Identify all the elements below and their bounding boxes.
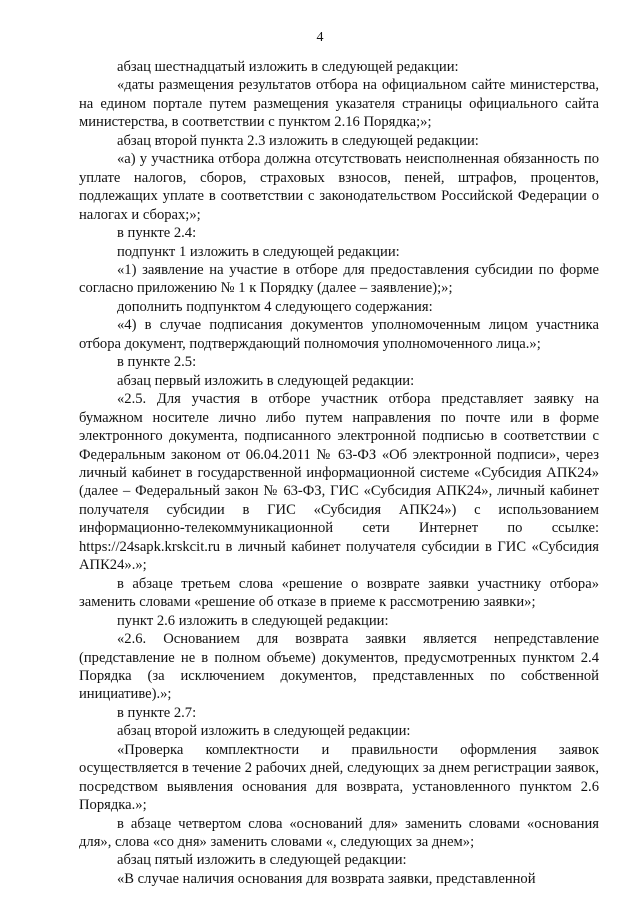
paragraph: в абзаце четвертом слова «оснований для» заменить словами «основания для», слова «со дня» заменить словами «, следующих за днем»; [79, 815, 599, 851]
paragraph: абзац пятый изложить в следующей редакции: [117, 852, 407, 869]
paragraph: «4) в случае подписания документов уполномоченным лицом участника отбора документ, подтверждающий полномочия уполномоченного лица.»; [79, 317, 599, 352]
paragraph: дополнить подпунктом 4 следующего содержания: [117, 298, 433, 315]
paragraph: «даты размещения результатов отбора на официальном сайте министерства, на едином портале путем размещения указателя страницы официального сайта министерства, в соответствии с пунктом 2.16 Порядка;»; [79, 77, 599, 131]
paragraph: абзац второй изложить в следующей редакции: [117, 723, 411, 740]
paragraph: в пункте 2.7: [117, 704, 197, 721]
paragraph: в пункте 2.4: [117, 225, 197, 242]
paragraph: «1) заявление на участие в отборе для предоставления субсидии по форме согласно приложению № 1 к Порядку (далее – заявление);»; [79, 261, 599, 297]
page-number: 4 [316, 30, 324, 45]
paragraph: «Проверка комплектности и правильности оформления заявок осуществляется в течение 2 рабочих дней, следующих за днем регистрации заявок, посредством выявления основания для возврата, установленного пунктом 2.6 Порядка.»; [79, 741, 599, 814]
paragraph: абзац второй пункта 2.3 изложить в следующей редакции: [117, 132, 479, 149]
document-body [79, 58, 599, 888]
paragraph: пункт 2.6 изложить в следующей редакции: [117, 612, 389, 629]
paragraph: в абзаце третьем слова «решение о возврате заявки участнику отбора» заменить словами «решение об отказе в приеме к рассмотрению заявки»; [79, 575, 599, 611]
paragraph: в пункте 2.5: [117, 354, 197, 371]
paragraph: абзац первый изложить в следующей редакции: [117, 372, 415, 389]
paragraph: «2.6. Основанием для возврата заявки является непредставление (представление не в полном объеме) документов, предусмотренных пунктом 2.4 Порядка (за исключением документов, представленных по собственной инициативе).»; [79, 631, 599, 703]
paragraph: «2.5. Для участия в отборе участник отбора представляет заявку на бумажном носителе лично либо путем направления по почте или в форме электронного документа, подписанного электронной подписью в соответствии с Федеральным законом от 06.04.2011 № 63-ФЗ «Об электронной подписи», через личный кабинет в государственной информационной системе «Субсидия АПК24» (далее – Федеральный закон № 63-ФЗ, ГИС «Субсидия АПК24», личный кабинет получателя субсидии в ГИС «Субсидия АПК24») с использованием информационно-телекоммуникационной сети Интернет по ссылке: https://24sapk.krskcit.ru в личный кабинет получателя субсидии в ГИС «Субсидия АПК24».»; [79, 391, 599, 574]
paragraph: абзац шестнадцатый изложить в следующей редакции: [117, 59, 459, 75]
paragraph: «В случае наличия основания для возврата заявки, представленной [117, 870, 536, 887]
paragraph: «а) у участника отбора должна отсутствовать неисполненная обязанность по уплате налогов, сборов, страховых взносов, пеней, штрафов, процентов, подлежащих уплате в соответствии с законодательством Российской Федерации о налогах и сборах;»; [79, 151, 599, 223]
paragraph: подпункт 1 изложить в следующей редакции: [117, 243, 400, 260]
